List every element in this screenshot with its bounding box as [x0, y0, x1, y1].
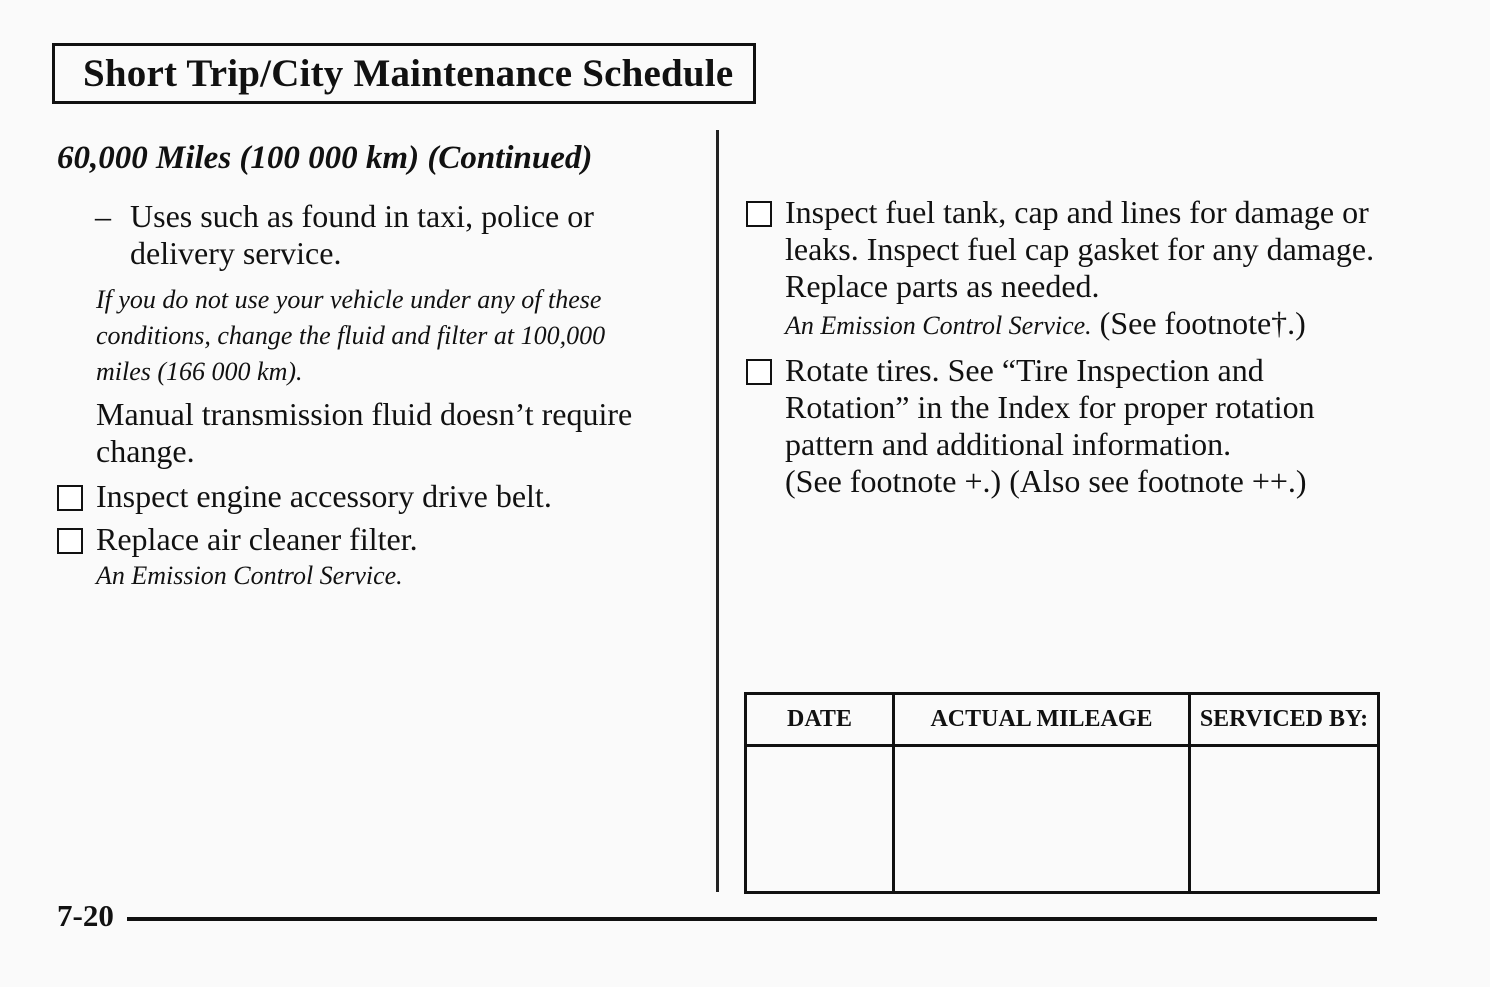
checklist-item-drive-belt — [57, 478, 697, 515]
date-entry-cell[interactable] — [747, 747, 892, 891]
checklist-item-text: Rotate tires. See “Tire Inspection and Rotation” in the Index for proper rotation pattern and additional information. — [785, 352, 1315, 462]
page-title: Short Trip/City Maintenance Schedule — [52, 43, 756, 104]
serviced-by-entry-cell[interactable] — [1191, 747, 1377, 891]
checklist-item-text: Replace air cleaner filter. — [96, 521, 418, 557]
dash-item-text: Uses such as found in taxi, police or delivery service. — [130, 198, 594, 271]
footer-rule — [127, 917, 1377, 921]
section-subheading: 60,000 Miles (100 000 km) (Continued) — [57, 140, 593, 176]
checklist-item-rotate-tires — [746, 352, 1396, 500]
right-column — [746, 194, 1396, 500]
checklist-item-fuel-tank — [746, 194, 1396, 344]
checkbox[interactable] — [57, 485, 83, 511]
checklist-item-text: Inspect fuel tank, cap and lines for damage or leaks. Inspect fuel cap gasket for any damage. Replace parts as needed. — [785, 194, 1375, 304]
checkbox[interactable] — [746, 359, 772, 385]
dash-marker: – — [95, 198, 111, 234]
checkbox[interactable] — [57, 528, 83, 554]
checkbox[interactable] — [746, 201, 772, 227]
emission-control-note: An Emission Control Service. — [96, 561, 403, 590]
table-header-mileage: ACTUAL MILEAGE — [930, 706, 1153, 732]
checklist-item-text: Inspect engine accessory drive belt. — [96, 478, 552, 514]
footnote-reference: (See footnote†.) — [1091, 305, 1306, 341]
manual-transmission-note: Manual transmission fluid doesn’t require change. — [96, 396, 633, 469]
footnote-reference: (See footnote +.) (Also see footnote ++.) — [785, 463, 1307, 499]
emission-control-note: An Emission Control Service. — [785, 311, 1092, 340]
column-divider — [716, 130, 719, 892]
service-record-table — [744, 692, 1380, 894]
mileage-entry-cell[interactable] — [895, 747, 1188, 891]
left-column — [57, 138, 697, 594]
dash-list-item — [95, 198, 697, 272]
checklist-item-air-filter — [57, 521, 697, 594]
conditions-note: If you do not use your vehicle under any of these conditions, change the fluid and filter at 100,000 miles (166 000 km). — [96, 285, 606, 386]
table-header-serviced-by: SERVICED BY: — [1199, 706, 1369, 732]
page-number: 7-20 — [57, 898, 114, 933]
table-header-date: DATE — [787, 706, 852, 732]
